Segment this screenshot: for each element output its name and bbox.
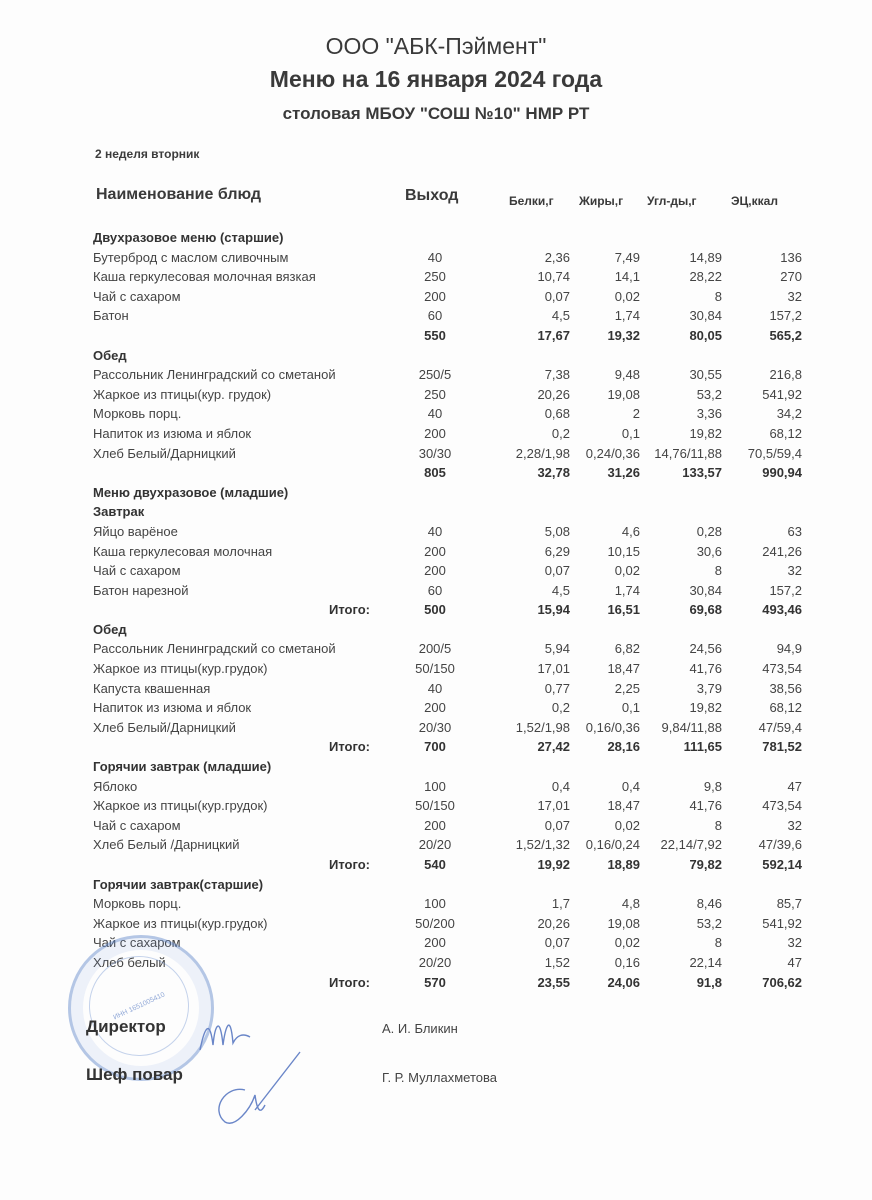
output-cell: 40 (427, 523, 443, 539)
energy-cell: 473,54 (762, 798, 802, 814)
fat-cell: 16,51 (607, 602, 640, 618)
column-header-energy: ЭЦ,ккал (731, 194, 778, 208)
table-row (0, 639, 872, 659)
carbs-cell: 28,22 (689, 269, 722, 285)
energy-cell: 38,56 (769, 680, 802, 696)
table-row (0, 287, 872, 307)
section-title: Горячии завтрак (младшие) (93, 759, 272, 775)
protein-cell: 6,29 (544, 543, 570, 559)
carbs-cell: 22,14/7,92 (660, 837, 722, 853)
table-row (0, 385, 872, 405)
energy-cell: 136 (780, 249, 802, 265)
energy-cell: 34,2 (776, 406, 802, 422)
table-row (0, 561, 872, 581)
section-heading-row (0, 502, 872, 522)
fat-cell: 6,82 (614, 641, 640, 657)
output-cell: 805 (424, 465, 446, 481)
protein-cell: 27,42 (537, 739, 570, 755)
total-label: Итого: (329, 602, 370, 618)
fat-cell: 28,16 (607, 739, 640, 755)
fat-cell: 19,08 (607, 386, 640, 402)
energy-cell: 592,14 (762, 857, 802, 872)
protein-cell: 5,08 (544, 523, 570, 539)
carbs-cell: 8 (714, 817, 722, 833)
output-cell: 30/30 (418, 445, 452, 461)
fat-cell: 2 (632, 406, 640, 422)
output-cell: 500 (424, 602, 446, 618)
output-cell: 40 (427, 249, 443, 265)
protein-cell: 1,52/1,98 (515, 719, 570, 735)
protein-cell: 4,5 (551, 582, 570, 598)
section-heading-row (0, 228, 872, 248)
protein-cell: 4,5 (551, 308, 570, 324)
protein-cell: 7,38 (544, 367, 570, 383)
section-heading-row (0, 757, 872, 777)
output-cell: 60 (427, 308, 443, 324)
output-cell: 100 (424, 896, 446, 912)
fat-cell: 2,25 (614, 680, 640, 696)
dish-name: Каша геркулесовая молочная (93, 543, 273, 559)
energy-cell: 47 (787, 778, 802, 794)
total-row (0, 855, 872, 875)
protein-cell: 0,2 (551, 700, 570, 716)
output-cell: 50/200 (415, 915, 455, 931)
table-row (0, 267, 872, 287)
fat-cell: 0,16/0,36 (585, 719, 640, 735)
output-cell: 550 (424, 327, 446, 343)
carbs-cell: 41,76 (689, 798, 722, 814)
dish-name: Чай с сахаром (93, 563, 181, 579)
menu-title: Меню на 16 января 2024 года (269, 66, 603, 92)
carbs-cell: 8 (714, 288, 722, 304)
table-row (0, 796, 872, 816)
output-cell: 40 (427, 680, 443, 696)
energy-cell: 541,92 (762, 915, 802, 931)
fat-cell: 0,4 (621, 778, 640, 794)
fat-cell: 0,02 (614, 935, 640, 951)
fat-cell: 19,32 (607, 327, 640, 343)
protein-cell: 15,94 (537, 602, 570, 618)
column-header-protein: Белки,г (509, 194, 554, 208)
carbs-cell: 3,36 (696, 406, 722, 422)
output-cell: 700 (424, 739, 446, 755)
energy-cell: 68,12 (769, 425, 802, 441)
fat-cell: 14,1 (614, 269, 640, 285)
table-row (0, 365, 872, 385)
carbs-cell: 3,79 (696, 680, 722, 696)
output-cell: 20/20 (418, 954, 452, 970)
output-cell: 60 (427, 582, 443, 598)
carbs-cell: 22,14 (689, 954, 722, 970)
fat-cell: 0,1 (621, 700, 640, 716)
table-row (0, 914, 872, 934)
energy-cell: 706,62 (762, 974, 802, 990)
fat-cell: 0,1 (621, 425, 640, 441)
output-cell: 200/5 (418, 641, 452, 657)
energy-cell: 216,8 (769, 367, 802, 383)
output-cell: 200 (424, 935, 446, 951)
carbs-cell: 24,56 (689, 641, 722, 657)
dish-name: Чай с сахаром (93, 288, 181, 304)
protein-cell: 17,01 (537, 661, 570, 677)
output-cell: 200 (424, 543, 446, 559)
output-cell: 20/30 (418, 719, 452, 735)
column-header-fat: Жиры,г (579, 194, 624, 208)
director-name: А. И. Бликин (382, 1021, 458, 1036)
column-header-output: Выход (405, 187, 459, 204)
energy-cell: 541,92 (762, 386, 802, 402)
energy-cell: 47 (787, 954, 802, 970)
carbs-cell: 8 (714, 935, 722, 951)
table-row (0, 679, 872, 699)
carbs-cell: 133,57 (682, 465, 722, 481)
protein-cell: 1,7 (551, 896, 570, 912)
carbs-cell: 53,2 (696, 386, 722, 402)
protein-cell: 0,07 (544, 288, 570, 304)
carbs-cell: 30,6 (696, 543, 722, 559)
carbs-cell: 80,05 (689, 327, 722, 343)
protein-cell: 1,52 (544, 954, 570, 970)
output-cell: 570 (424, 974, 446, 990)
carbs-cell: 8 (714, 563, 722, 579)
energy-cell: 473,54 (762, 661, 802, 677)
carbs-cell: 41,76 (689, 661, 722, 677)
dish-name: Жаркое из птицы(кур. грудок) (93, 386, 272, 402)
dish-name: Напиток из изюма и яблок (93, 425, 252, 441)
table-row (0, 444, 872, 464)
dish-name: Хлеб Белый/Дарницкий (93, 719, 236, 735)
output-cell: 100 (424, 778, 446, 794)
fat-cell: 4,8 (621, 896, 640, 912)
protein-cell: 0,07 (544, 563, 570, 579)
section-title: Завтрак (93, 504, 145, 520)
fat-cell: 18,89 (607, 857, 640, 872)
carbs-cell: 9,8 (703, 778, 722, 794)
carbs-cell: 8,46 (696, 896, 722, 912)
energy-cell: 781,52 (762, 739, 802, 755)
dish-name: Чай с сахаром (93, 935, 181, 951)
fat-cell: 0,16 (614, 954, 640, 970)
output-cell: 200 (424, 425, 446, 441)
column-header-carbs: Угл-ды,г (647, 194, 697, 208)
table-row (0, 659, 872, 679)
energy-cell: 47/59,4 (758, 719, 802, 735)
energy-cell: 270 (780, 269, 802, 285)
carbs-cell: 91,8 (696, 974, 722, 990)
protein-cell: 10,74 (537, 269, 570, 285)
protein-cell: 23,55 (537, 974, 570, 990)
column-header-name: Наименование блюд (96, 186, 262, 203)
dish-name: Батон нарезной (93, 582, 189, 598)
chef-signature-icon (205, 1050, 305, 1130)
protein-cell: 0,2 (551, 425, 570, 441)
output-cell: 200 (424, 563, 446, 579)
energy-cell: 493,46 (762, 602, 802, 618)
energy-cell: 241,26 (762, 543, 802, 559)
carbs-cell: 53,2 (696, 915, 722, 931)
carbs-cell: 0,28 (696, 523, 722, 539)
dish-name: Яйцо варёное (93, 523, 178, 539)
protein-cell: 17,01 (537, 798, 570, 814)
energy-cell: 990,94 (762, 465, 802, 481)
dish-name: Рассольник Ленинградский со сметаной (93, 367, 336, 383)
protein-cell: 0,07 (544, 935, 570, 951)
output-cell: 250 (424, 386, 446, 402)
output-cell: 250 (424, 269, 446, 285)
output-cell: 200 (424, 817, 446, 833)
fat-cell: 7,49 (614, 249, 640, 265)
dish-name: Хлеб белый (93, 954, 166, 970)
fat-cell: 0,24/0,36 (585, 445, 640, 461)
output-cell: 250/5 (418, 367, 452, 383)
section-heading-row (0, 483, 872, 503)
output-cell: 20/20 (418, 837, 452, 853)
protein-cell: 0,68 (544, 406, 570, 422)
output-cell: 540 (424, 857, 446, 872)
dish-name: Морковь порц. (93, 406, 182, 422)
menu-table (0, 228, 872, 992)
dish-name: Чай с сахаром (93, 817, 181, 833)
dish-name: Жаркое из птицы(кур.грудок) (93, 798, 268, 814)
energy-cell: 32 (787, 817, 802, 833)
protein-cell: 2,36 (544, 249, 570, 265)
energy-cell: 32 (787, 288, 802, 304)
energy-cell: 94,9 (776, 641, 802, 657)
fat-cell: 0,02 (614, 288, 640, 304)
company-title: ООО "АБК-Пэймент" (325, 33, 547, 59)
fat-cell: 1,74 (614, 308, 640, 324)
protein-cell: 2,28/1,98 (515, 445, 570, 461)
carbs-cell: 9,84/11,88 (661, 719, 722, 735)
fat-cell: 19,08 (607, 915, 640, 931)
chef-name: Г. Р. Муллахметова (382, 1070, 497, 1085)
fat-cell: 18,47 (607, 798, 640, 814)
fat-cell: 10,15 (607, 543, 640, 559)
fat-cell: 24,06 (607, 974, 640, 990)
output-cell: 40 (427, 406, 443, 422)
section-title: Меню двухразовое (младшие) (93, 484, 289, 500)
carbs-cell: 30,84 (689, 308, 722, 324)
dish-name: Бутерброд с маслом сливочным (93, 249, 289, 265)
dish-name: Хлеб Белый/Дарницкий (93, 445, 236, 461)
section-title: Обед (93, 347, 127, 363)
director-label: Директор (86, 1017, 166, 1036)
carbs-cell: 30,84 (689, 582, 722, 598)
protein-cell: 1,52/1,32 (515, 837, 570, 853)
section-heading-row (0, 346, 872, 366)
table-row (0, 718, 872, 738)
section-heading-row (0, 875, 872, 895)
energy-cell: 157,2 (769, 582, 802, 598)
carbs-cell: 30,55 (689, 367, 722, 383)
energy-cell: 68,12 (769, 700, 802, 716)
total-label: Итого: (329, 974, 370, 990)
carbs-cell: 14,89 (689, 249, 722, 265)
fat-cell: 31,26 (607, 465, 640, 481)
canteen-subtitle: столовая МБОУ "СОШ №10" НМР РТ (282, 104, 590, 123)
table-row (0, 306, 872, 326)
output-cell: 200 (424, 288, 446, 304)
carbs-cell: 111,65 (683, 739, 722, 755)
fat-cell: 0,02 (614, 817, 640, 833)
table-row (0, 777, 872, 797)
protein-cell: 0,4 (551, 778, 570, 794)
protein-cell: 32,78 (537, 465, 570, 481)
protein-cell: 20,26 (537, 386, 570, 402)
fat-cell: 4,6 (621, 523, 640, 539)
protein-cell: 20,26 (537, 915, 570, 931)
table-row (0, 424, 872, 444)
output-cell: 50/150 (415, 798, 455, 814)
dish-name: Жаркое из птицы(кур.грудок) (93, 915, 268, 931)
total-row (0, 326, 872, 346)
protein-cell: 19,92 (537, 857, 570, 872)
energy-cell: 157,2 (769, 308, 802, 324)
fat-cell: 1,74 (614, 582, 640, 598)
dish-name: Хлеб Белый /Дарницкий (93, 837, 240, 853)
energy-cell: 47/39,6 (758, 837, 802, 853)
energy-cell: 85,7 (776, 896, 802, 912)
official-stamp (68, 935, 214, 1081)
section-title: Двухразовое меню (старшие) (93, 230, 284, 245)
dish-name: Батон (93, 308, 129, 324)
total-row (0, 737, 872, 757)
energy-cell: 63 (787, 523, 802, 539)
table-row (0, 522, 872, 542)
table-row (0, 248, 872, 268)
section-heading-row (0, 620, 872, 640)
table-row (0, 816, 872, 836)
fat-cell: 9,48 (614, 367, 640, 383)
energy-cell: 70,5/59,4 (747, 445, 802, 461)
dish-name: Морковь порц. (93, 896, 182, 912)
output-cell: 50/150 (415, 661, 455, 677)
protein-cell: 0,07 (544, 817, 570, 833)
table-row (0, 404, 872, 424)
energy-cell: 32 (787, 563, 802, 579)
section-title: Горячии завтрак(старшие) (93, 876, 264, 892)
table-row (0, 581, 872, 601)
protein-cell: 17,67 (537, 327, 570, 343)
dish-name: Каша геркулесовая молочная вязкая (93, 269, 316, 285)
total-label: Итого: (329, 857, 370, 872)
total-row (0, 463, 872, 483)
table-row (0, 835, 872, 855)
stamp-text: ИНН 1651005410 (73, 940, 206, 1073)
carbs-cell: 14,76/11,88 (654, 445, 722, 461)
carbs-cell: 19,82 (689, 700, 722, 716)
energy-cell: 565,2 (769, 327, 802, 343)
protein-cell: 0,77 (544, 680, 570, 696)
dish-name: Рассольник Ленинградский со сметаной (93, 641, 336, 657)
fat-cell: 18,47 (607, 661, 640, 677)
total-label: Итого: (329, 739, 370, 755)
dish-name: Жаркое из птицы(кур.грудок) (93, 661, 268, 677)
chef-label: Шеф повар (86, 1065, 183, 1084)
carbs-cell: 69,68 (689, 602, 722, 618)
protein-cell: 5,94 (544, 641, 570, 657)
carbs-cell: 79,82 (689, 857, 722, 872)
dish-name: Яблоко (93, 778, 138, 794)
total-row (0, 600, 872, 620)
carbs-cell: 19,82 (689, 425, 722, 441)
table-row (0, 894, 872, 914)
dish-name: Капуста квашенная (93, 680, 211, 696)
section-title: Обед (93, 621, 127, 637)
table-row (0, 542, 872, 562)
table-row (0, 698, 872, 718)
energy-cell: 32 (787, 935, 802, 951)
dish-name: Напиток из изюма и яблок (93, 700, 252, 716)
fat-cell: 0,16/0,24 (585, 837, 640, 853)
week-day-label: 2 неделя вторник (95, 147, 200, 161)
fat-cell: 0,02 (614, 563, 640, 579)
output-cell: 200 (424, 700, 446, 716)
